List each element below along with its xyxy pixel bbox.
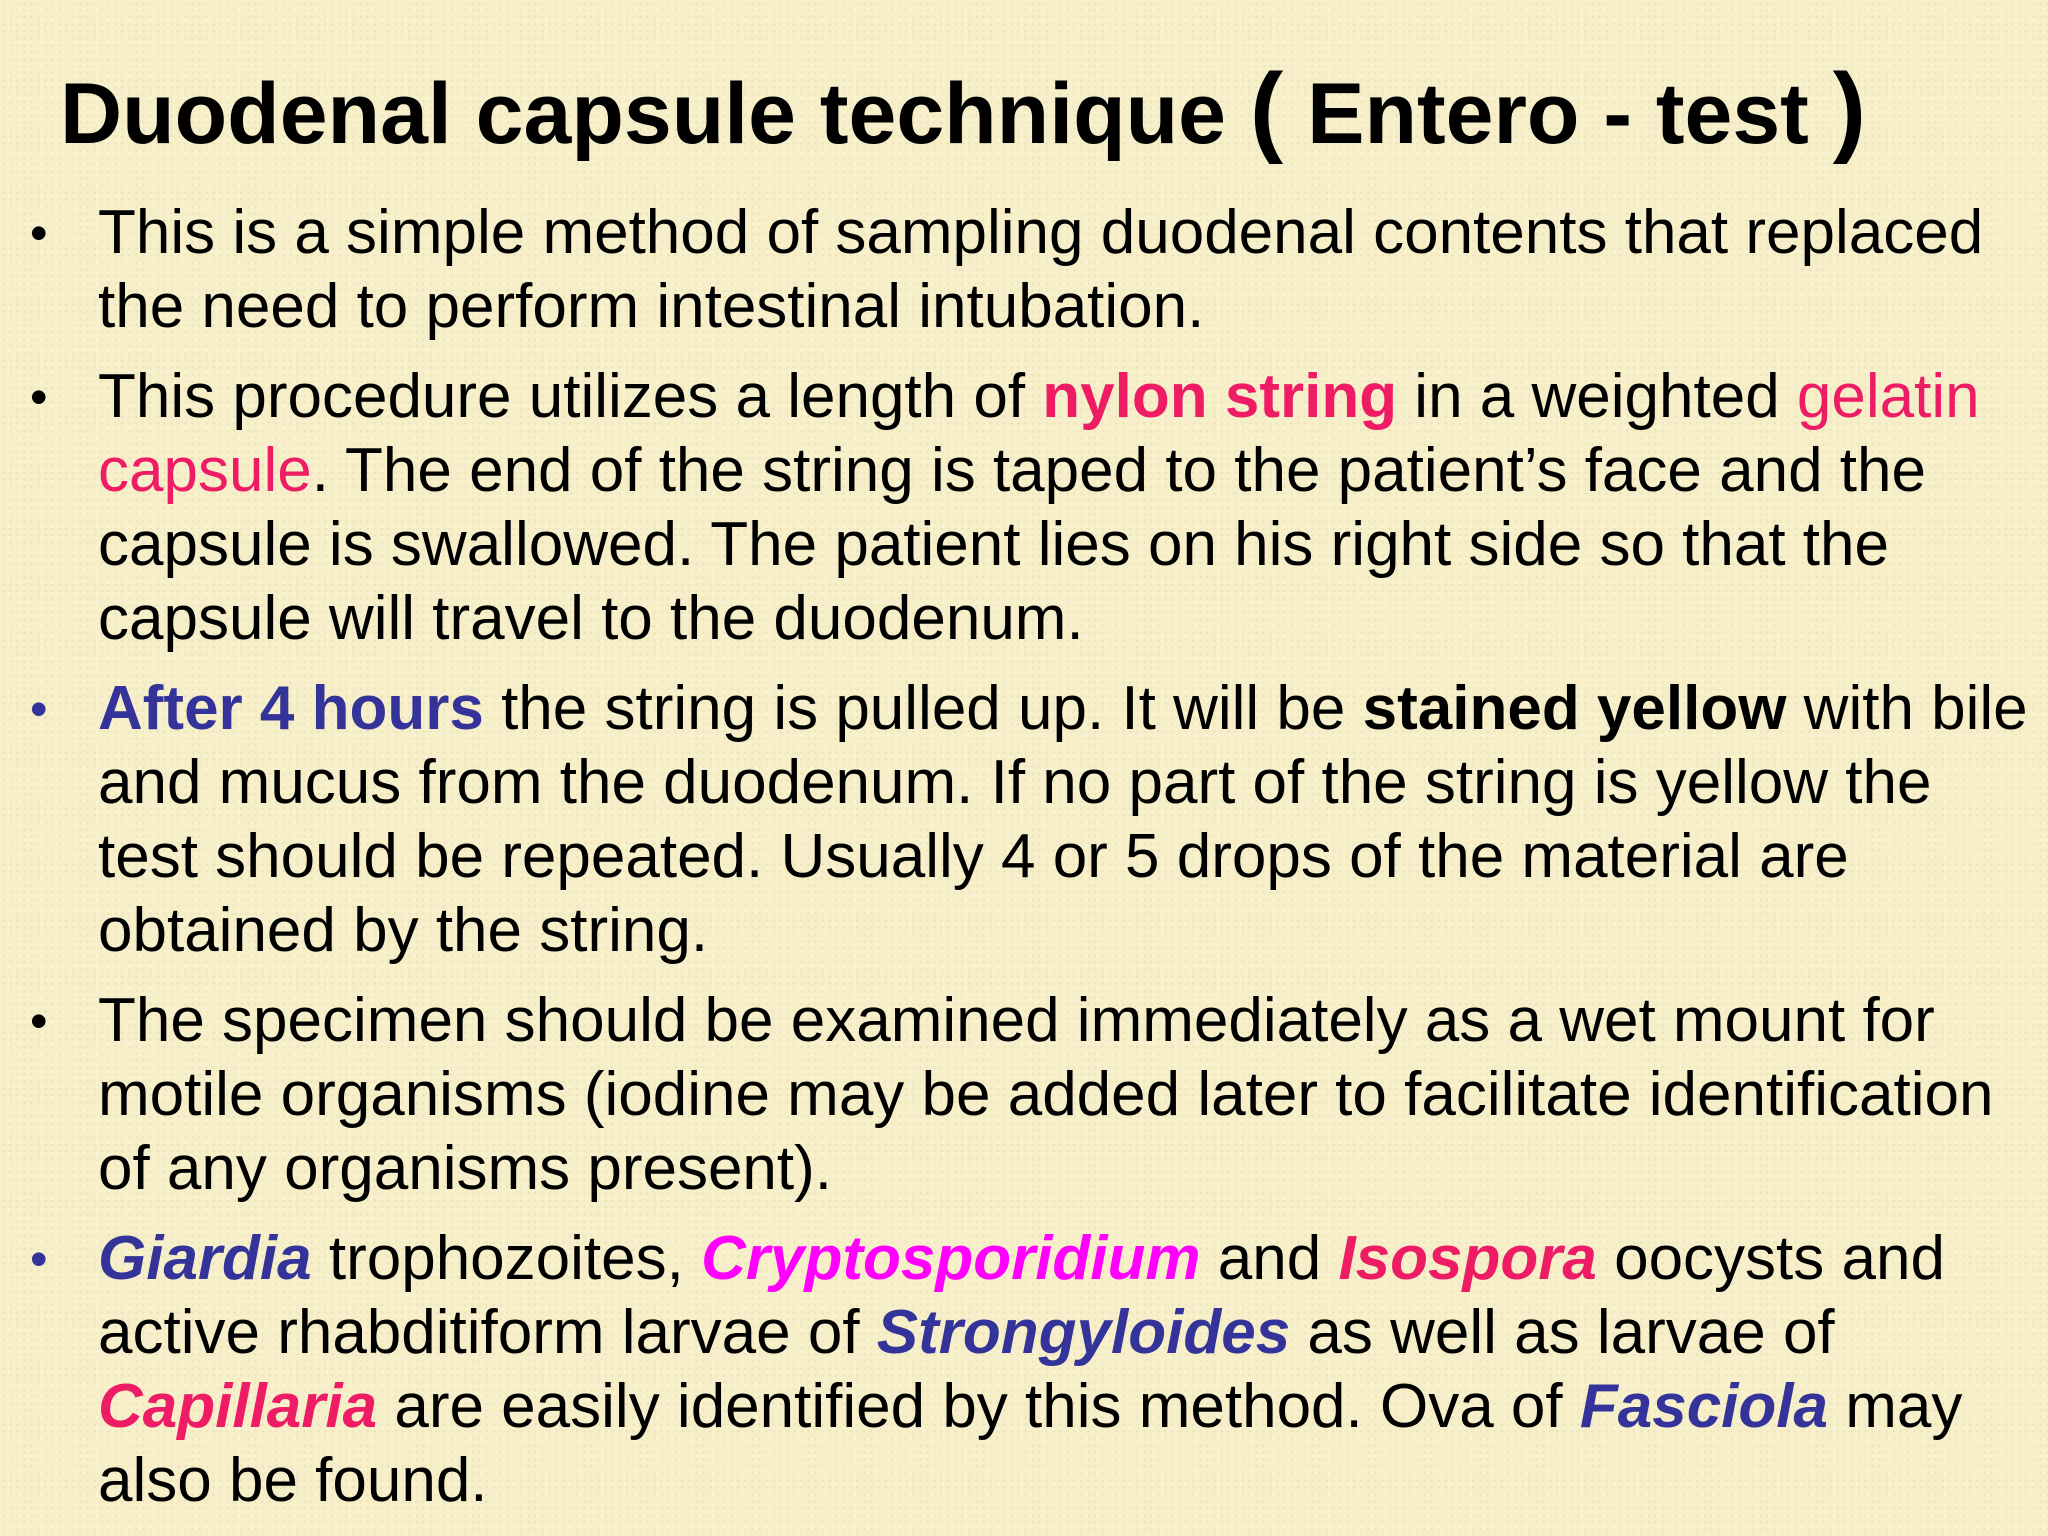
title-main: Duodenal capsule technique [60,66,1250,162]
bullet-text: This is a simple method of sampling duodenal contents that replaced the need to perform intestinal intubation. [98,198,1984,341]
highlight-gelatin-capsule: gelatin capsule [98,362,1980,505]
bullet-marker: • [30,681,48,737]
highlight-after-4-hours: After 4 hours [98,674,484,743]
title-paren-close: ) [1832,53,1867,165]
bullet-text-segment: as well as larvae of [1290,1298,1835,1367]
organism-strongyloides: Strongyloides [876,1298,1291,1367]
organism-fasciola: Fasciola [1579,1372,1828,1441]
slide-title [60,54,2020,169]
title-paren-open: ( [1249,53,1284,165]
bullet-text-segment: This procedure utilizes a length of [98,362,1043,431]
bullet-text-segment: with bile and mucus from the duodenum. If no part of the string is yellow the test should be repeated. Usually 4 or 5 drops of the material are obtained by the string. [98,674,2028,965]
highlight-nylon-string: nylon string [1042,362,1398,431]
bullet-marker: • [30,993,48,1049]
bullet-marker: • [30,369,48,425]
bullet-text-segment: trophozoites, [311,1224,702,1293]
bullet-item-5 [0,1222,2048,1518]
bullet-text-segment: and [1200,1224,1339,1293]
bullet-item-3 [0,672,2048,968]
organism-giardia: Giardia [98,1224,312,1293]
bullet-text-segment: in a weighted [1397,362,1797,431]
organism-cryptosporidium: Cryptosporidium [701,1224,1201,1293]
bullet-item-4 [0,984,2048,1206]
title-inner: Entero - test [1283,66,1833,162]
organism-isospora: Isospora [1338,1224,1597,1293]
bullet-item-2 [0,360,2048,656]
highlight-stained-yellow: stained yellow [1362,674,1787,743]
bullet-item-1 [0,196,2048,344]
bullet-text-segment: . The end of the string is taped to the patient’s face and the capsule is swallowed. The patient lies on his right side so that the capsule will travel to the duodenum. [98,436,1926,653]
bullet-text-segment: oocysts and active rhabditiform larvae of [98,1224,1945,1367]
bullet-list [0,196,2048,1534]
bullet-text-segment: the string is pulled up. It will be [483,674,1363,743]
bullet-marker: • [30,205,48,261]
bullet-text-segment: are easily identified by this method. Ova of [377,1372,1580,1441]
bullet-marker: • [30,1231,48,1287]
bullet-text: The specimen should be examined immediately as a wet mount for motile organisms (iodine may be added later to facilitate identification of any organisms present). [98,986,1994,1203]
organism-capillaria: Capillaria [98,1372,378,1441]
bullet-text-segment: may also be found. [98,1372,1963,1515]
